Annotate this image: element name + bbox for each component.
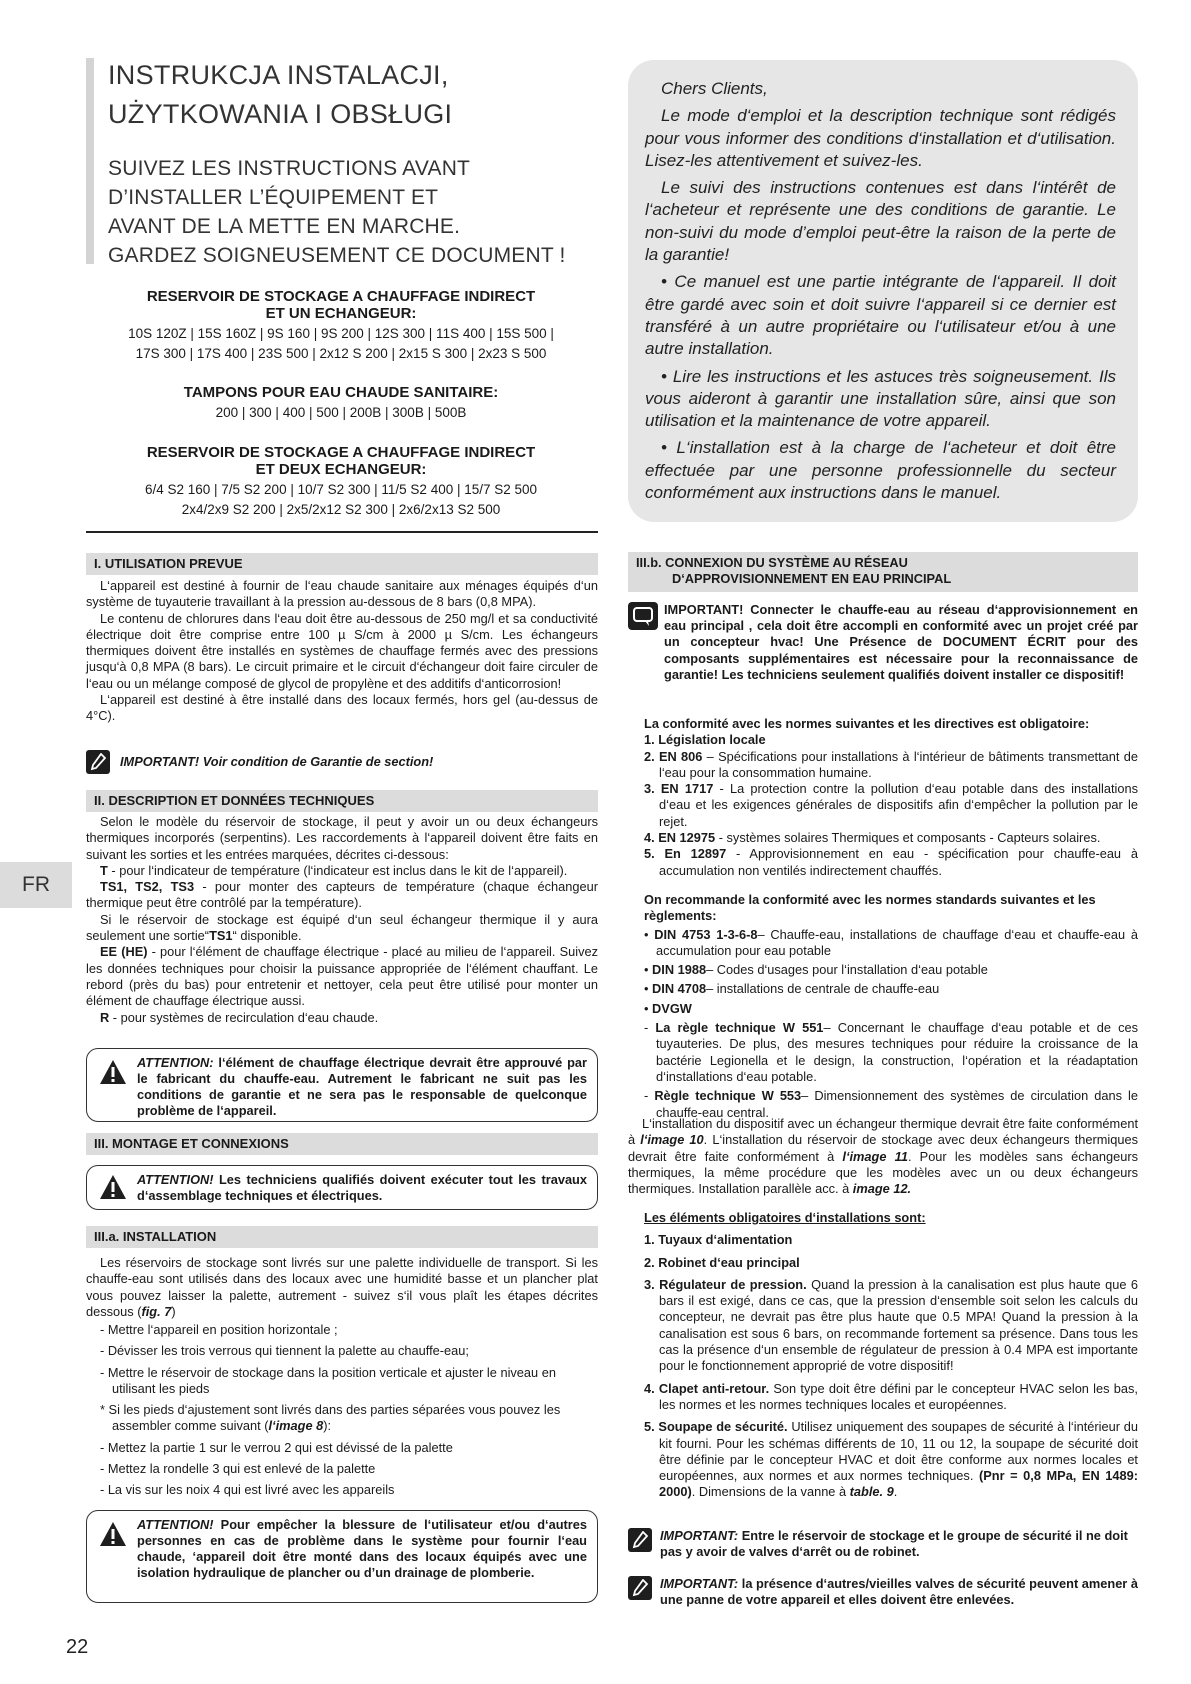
installation-steps: - Mettre l‘appareil en position horizontale ; - Dévisser les trois verrous qui tiennent la palette au chauffe-eau; - Mettre le réservoir de stockage dans la position verticale et ajuster le niveau en utilisant les pieds * Si les pieds d‘ajustement sont livrés dans des parties séparées vous pouvez les assembler comme suivant (l‘image 8): - Mettez la partie 1 sur le verrou 2 qui est dévissé de la palette - Mettez la rondelle 3 qui est enlevé de la palette - La vis sur les noix 4 qui est livré avec les appareils (100, 1322, 561, 1498)
section-heading-utilisation: I. UTILISATION PREVUE (86, 553, 598, 575)
installation-images-paragraph: L‘installation du dispositif avec un échangeur thermique devrait être faite conformément à l‘image 10. L‘installation du réservoir de stockage avec deux échangeurs thermiques devrait être faite conformément à l‘image 11. Pour les modèles sans échangeurs thermiques, la même procédure que les modèles avec un ou deux échangeurs thermiques. Installation parallèle acc. à image 12. (628, 1116, 1138, 1197)
section-heading-montage: III. MONTAGE ET CONNEXIONS (86, 1133, 598, 1155)
important-warranty-note: IMPORTANT! Voir condition de Garantie de section! (120, 754, 434, 769)
pencil-icon (86, 750, 110, 774)
section-description-body: Selon le modèle du réservoir de stockage, il peut y avoir un ou deux échangeurs thermiques incorporés (serpentins). Les raccordements à l‘appareil doivent être faits en suivant les sorties et les entrées marquées, décrites ci-dessous: T - pour l‘indicateur de température (l‘indicateur est inclus dans le kit de l‘appareil). TS1, TS2, TS3 - pour monter des capteurs de température (chaque échangeur thermique peut être contrôlé par la température). Si le réservoir de stockage est équipé d‘un seul échangeur thermique il y aura seulement une sortie“TS1“ disponible. EE (HE) - pour l‘élément de chauffage électrique - placé au milieu de l‘appareil. Suivez les données techniques pour choisir la puissance appropriée de l‘élément chauffant. Le rebord (près du bas) pour entretenir et nettoyer, cela peut être utilisé pour monter un élément de chauffage électrique aussi. R - pour systèmes de recirculation d‘eau chaude. (86, 814, 598, 1025)
important-old-valves: IMPORTANT: la présence d‘autres/vieilles valves de sécurité peuvent amener à une panne de votre appareil et elles doivent être enlevées. (660, 1576, 1138, 1608)
chat-bubble-icon (628, 602, 658, 630)
document-subtitle: SUIVEZ LES INSTRUCTIONS AVANT D’INSTALLER L’ÉQUIPEMENT ET AVANT DE LA METTE EN MARCHE. GARDEZ SOIGNEUSEMENT CE DOCUMENT ! (108, 157, 566, 267)
mandatory-elements: Les éléments obligatoires d‘installations sont: 1. Tuyaux d‘alimentation 2. Robinet d‘eau principal 3. Régulateur de pression. Quand la pression à la canalisation est plus haute que 6 bars il est exigé, dans ce cas, que la pression d‘ensemble soit selon les calculs du concepteur, ne devrait pas être plus haute que 0.5 MPA! Quand la pression à la canalisation est sous 6 bars, on recommande fortement sa présence. Dans tous les cas la présence d‘un ensemble de régulateur de pression à 0.4 MPA est importante pour le fonctionnement approprié de votre dispositif! 4. Clapet anti-retour. Son type doit être défini par le concepteur HVAC selon les bas, les normes et les normes techniques locales et européennes. 5. Soupape de sécurité. Utilisez uniquement des soupapes de sécurité à l‘intérieur du kit fourni. Pour les schémas différents de 10, 11 ou 12, la soupape de sécurité doit être définie par le concepteur HVAC et doit être conforme aux normes locales et européennes, aux normes et aux normes techniques. (Pnr = 0,8 MPa, EN 1489: 2000). Dimensions de la vanne à table. 9. (644, 1210, 1139, 1500)
warning-icon (99, 1521, 127, 1552)
attention-box-element: ATTENTION: l‘élément de chauffage électrique devrait être approuvé par le fabricant du chauffe-eau. Autrement le fabricant ne suit pas les conditions de garantie et ne sera pas le responsable de quelconque problème de l‘appareil. (86, 1048, 598, 1122)
warning-icon (99, 1059, 127, 1090)
section-heading-installation: III.a. INSTALLATION (86, 1226, 598, 1248)
product-group-3: RESERVOIR DE STOCKAGE A CHAUFFAGE INDIRECT ET DEUX ECHANGEUR: 6/4 S2 160 | 7/5 S2 200 | 10/7 S2 300 | 11/5 S2 400 | 15/7 S2 500 2x4/2x9 S2 200 | 2x5/2x12 S2 300 | 2x6/2x13 S2 500 (144, 444, 538, 517)
section-heading-connexion: III.b. CONNEXION DU SYSTÈME AU RÉSEAU D‘APPROVISIONNEMENT EN EAU PRINCIPAL (628, 552, 1138, 592)
language-tab: FR (0, 862, 72, 908)
attention-box-technicians: ATTENTION! Les techniciens qualifiés doivent exécuter tout les travaux d‘assemblage techniques et électriques. (86, 1165, 598, 1210)
document-title: INSTRUKCJA INSTALACJI, UŻYTKOWANIA I OBSŁUGI (108, 60, 453, 129)
page-number: 22 (66, 1636, 89, 1658)
pencil-icon (628, 1528, 652, 1552)
section-utilisation-body: L‘appareil est destiné à fournir de l‘eau chaude sanitaire aux ménages équipés d‘un système de tuyauterie travaillant à la pression au-dessous de 8 bars (0,8 MPA). Le contenu de chlorures dans l‘eau doit être au-dessous de 250 mg/l et sa conductivité électrique doit être comprise entre 100 µ S/cm à 2000 µ S/cm. Les échangeurs thermiques doivent être installés en systèmes de chauffage fermés avec des pressions jusqu‘à 0,8 MPA (8 bars). Le circuit primaire et le circuit d‘échangeur doit faire circuler de l‘eau ou un mélange composé de glycol de propylène et des additifs d‘anticorrosion! L‘appareil est destiné à être installé dans des locaux fermés, hors gel (au-dessus de 4°C). (86, 578, 598, 724)
warning-icon (99, 1174, 127, 1205)
product-group-2: TAMPONS POUR EAU CHAUDE SANITAIRE: 200 | 300 | 400 | 500 | 200B | 300B | 500B (183, 384, 499, 420)
important-connection-note: IMPORTANT! Connecter le chauffe-eau au réseau d‘approvisionnement en eau principal , cela doit être accompli en conformité avec un projet créé par un concepteur hvac! Une Présence de DOCUMENT ÉCRIT pour des composants supplémentaires est nécessaire pour la reconnaissance de garantie! Les techniciens seulement qualifiés doivent installer ce dispositif! (664, 602, 1138, 682)
title-accent-bar (86, 58, 94, 264)
mandatory-norms: La conformité avec les normes suivantes et les directives est obligatoire: 1. Législation locale 2. EN 806 – Spécifications pour installations à l‘intérieur de bâtiments transmettant de l‘eau pour la consommation humaine. 3. EN 1717 - La protection contre la pollution d‘eau potable dans des installations d‘eau et les exigences générales de dispositifs afin d‘empêcher la pollution par le rejet. 4. EN 12975 - systèmes solaires Thermiques et composants - Capteurs solaires. 5. En 12897 - Approvisionnement en eau - spécification pour chauffe-eau à accumulation non ventilés indirectement chauffés. (644, 716, 1138, 878)
recommended-norms: On recommande la conformité avec les normes standards suivantes et les règlements: • DIN 4753 1-3-6-8– Chauffe-eau, installations de chauffage d‘eau et chauffe-eau à accumulation pour eau potable • DIN 1988– Codes d‘usages pour l‘installation d‘eau potable • DIN 4708– installations de centrale de chauffe-eau • DVGW - La règle technique W 551– Concernant le chauffage d‘eau potable et de ces tuyauteries. De plus, des mesures techniques pour réduire la croissance de la bactérie Legionella et le design, la construction, l‘opération et la réadaptation d‘installations d‘eau potable. - Règle technique W 553– Dimensionnement des systèmes de circulation dans le chauffe-eau central. (644, 892, 1139, 1120)
pencil-icon (628, 1576, 652, 1600)
product-group-1: RESERVOIR DE STOCKAGE A CHAUFFAGE INDIRECT ET UN ECHANGEUR: 10S 120Z | 15S 160Z | 9S 160 | 9S 200 | 12S 300 | 11S 400 | 15S 500 | 17S 300 | 17S 400 | 23S 500 | 2x12 S 200 | 2x15 S 300 | 2x23 S 500 (128, 288, 554, 361)
divider (86, 531, 598, 533)
section-heading-description: II. DESCRIPTION ET DONNÉES TECHNIQUES (86, 790, 598, 812)
important-no-valves: IMPORTANT: Entre le réservoir de stockage et le groupe de sécurité il ne doit pas y avoir de valves d‘arrêt ou de robinet. (660, 1528, 1128, 1560)
attention-box-injury: ATTENTION! Pour empêcher la blessure de l‘utilisateur et/ou d‘autres personnes en cas de problème dans le système pour fournir l‘eau chaude, ‘appareil doit être monté dans des locaux équipés avec une isolation hydraulique de plancher ou d’un drainage de plomberie. (86, 1510, 598, 1603)
customer-notice-bubble: Chers Clients, Le mode d‘emploi et la description technique sont rédigés pour vous informer des conditions d‘installation et d‘utilisation. Lisez-les attentivement et suivez-les. Le suivi des instructions contenues est dans l‘intérêt de l‘acheteur et représente une des conditions de garantie. Le non-suivi du mode d’emploi peut-être la raison de la perte de la garantie! • Ce manuel est une partie intégrante de l‘appareil. Il doit être gardé avec soin et doit suivre l‘appareil si ce dernier est transféré à un autre propriétaire ou l‘utilisateur et/ou à une autre installation. • Lire les instructions et les astuces très soigneusement. Ils vous aideront à garantir une installation sûre, ainsi que son utilisation et la maintenance de votre appareil. • L‘installation est à la charge de l‘acheteur et doit être effectuée par une personne professionnelle du secteur conformément aux instructions dans le manuel. (628, 60, 1138, 522)
section-installation-body: Les réservoirs de stockage sont livrés sur une palette individuelle de transport. Si les chauffe-eau sont utilisés dans des locaux avec une humidité basse et un plancher plat vous pouvez laisser la palette, autrement - suivez s‘il vous plaît les étapes décrites dessous (fig. 7) (86, 1255, 598, 1319)
